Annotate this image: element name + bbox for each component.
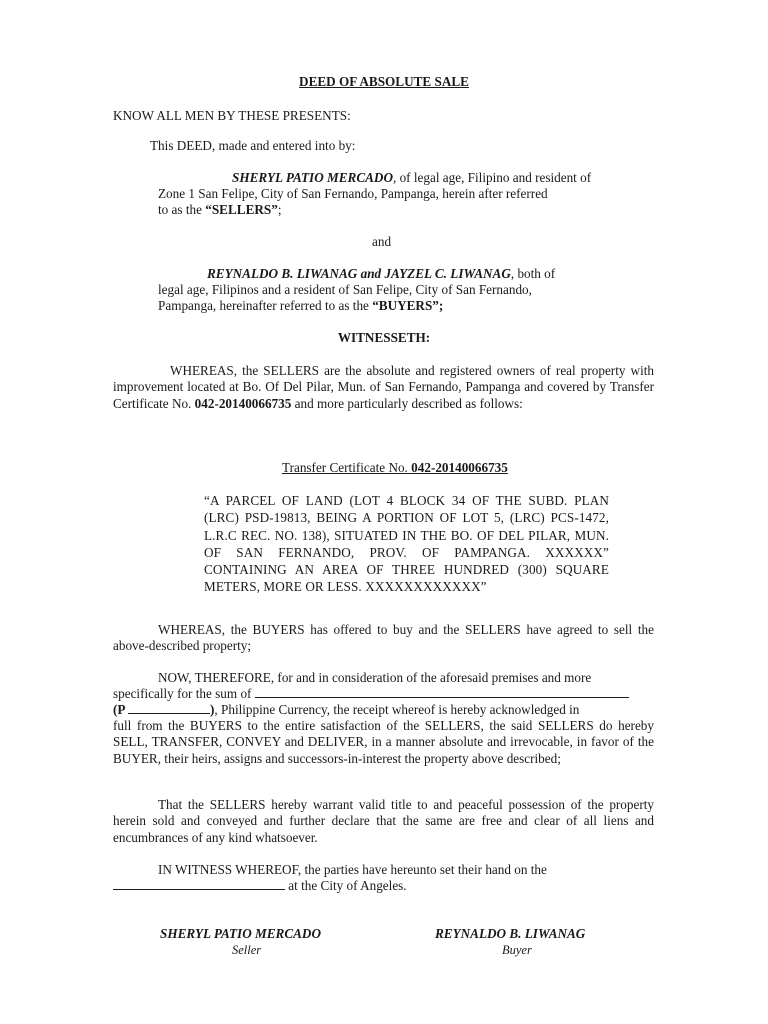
sum-figures-blank xyxy=(128,702,210,714)
tct-heading xyxy=(282,460,508,476)
buyers-line-3 xyxy=(158,298,443,314)
seller-name: SHERYL PATIO MERCADO xyxy=(232,170,393,185)
now-therefore-line-3 xyxy=(113,702,579,718)
buyer-signature-role: Buyer xyxy=(502,943,532,957)
now-therefore-line-3-text: , Philippine Currency, the receipt whereof is hereby acknowledged in xyxy=(214,702,580,717)
witnesseth-heading: WITNESSETH: xyxy=(337,330,431,345)
whereas-ownership-text-end: and more particularly described as follows: xyxy=(291,395,523,411)
seller-line-1-text: , of legal age, Filipino and resident of xyxy=(392,170,592,185)
tct-heading-label: Transfer Certificate No. xyxy=(282,460,412,475)
seller-line-1 xyxy=(232,170,591,186)
seller-line-2: Zone 1 San Felipe, City of San Fernando, Pampanga, herein after referred xyxy=(158,186,548,201)
intro-line: KNOW ALL MEN BY THESE PRESENTS: xyxy=(113,108,351,123)
buyers-line-1 xyxy=(207,266,555,282)
tct-number-inline: 042-20140066735 xyxy=(194,395,292,411)
date-blank xyxy=(113,878,285,890)
now-therefore-line-2 xyxy=(113,686,629,702)
buyers-line-3-pre: Pampanga, hereinafter referred to as the xyxy=(158,298,373,313)
buyer-signature-name: REYNALDO B. LIWANAG xyxy=(435,926,586,941)
buyers-line-2: legal age, Filipinos and a resident of San Felipe, City of San Fernando, xyxy=(158,282,532,297)
now-therefore-body: full from the BUYERS to the entire satisfaction of the SELLERS, the said SELLERS do hereby SELL, TRANSFER, CONVEY and DELIVER, in a manner absolute and irrevocable, in favor of the BUYER, their heirs, assigns and successors-in-interest the property above described; xyxy=(113,718,654,766)
now-therefore-line-1: NOW, THEREFORE, for and in consideration of the aforesaid premises and more xyxy=(158,670,592,685)
sellers-term: “SELLERS” xyxy=(205,202,278,217)
whereas-ownership-text: WHEREAS, the SELLERS are the absolute and registered owners of real property with improvement located at Bo. Of Del Pilar, Mun. of San Fernando, Pampanga and covered by Transfer Certificate No. xyxy=(113,363,654,411)
sum-label: specifically for the sum of xyxy=(113,686,255,701)
seller-line-3 xyxy=(158,202,282,218)
buyers-line-1-text: , both of xyxy=(510,266,556,281)
buyers-term: “BUYERS”; xyxy=(372,298,444,313)
tct-heading-number: 042-20140066735 xyxy=(411,460,508,475)
and-word: and xyxy=(372,234,392,249)
warranty-paragraph: That the SELLERS hereby warrant valid title to and peaceful possession of the property herein sold and conveyed and further declare that the same are free and clear of all liens and encumbrances of any kind whatsoever. xyxy=(113,797,654,845)
in-witness-line-2-text: at the City of Angeles. xyxy=(285,878,407,893)
sum-words-blank xyxy=(255,686,629,698)
land-description: “A PARCEL OF LAND (LOT 4 BLOCK 34 OF THE SUBD. PLAN (LRC) PSD-19813, BEING A PORTION OF LOT 5, (LRC) PCS-1472, L.R.C REC. NO. 138), SITUATED IN THE BO. OF DEL PILAR, MUN. OF SAN FERNANDO, PROV. OF PAMPANGA. XXXXXX” CONTAINING AN AREA OF THREE HUNDRED (300) SQUARE METERS, MORE OR LESS. XXXXXXXXXXXX” xyxy=(204,493,609,595)
seller-signature-role: Seller xyxy=(232,943,262,957)
deed-intro-line: This DEED, made and entered into by: xyxy=(150,138,356,153)
peso-open: (P xyxy=(113,702,129,717)
seller-line-3-pre: to as the xyxy=(158,202,206,217)
buyers-names: REYNALDO B. LIWANAG and JAYZEL C. LIWANAG xyxy=(207,266,511,281)
whereas-ownership-paragraph xyxy=(113,363,654,412)
in-witness-line-1: IN WITNESS WHEREOF, the parties have hereunto set their hand on the xyxy=(158,862,547,877)
seller-line-3-post: ; xyxy=(277,202,282,217)
seller-signature-name: SHERYL PATIO MERCADO xyxy=(160,926,321,941)
document-title: DEED OF ABSOLUTE SALE xyxy=(299,74,469,89)
peso-close: ) xyxy=(210,702,215,717)
in-witness-line-2 xyxy=(113,878,407,894)
whereas-offer-paragraph: WHEREAS, the BUYERS has offered to buy and the SELLERS have agreed to sell the above-described property; xyxy=(113,622,654,654)
